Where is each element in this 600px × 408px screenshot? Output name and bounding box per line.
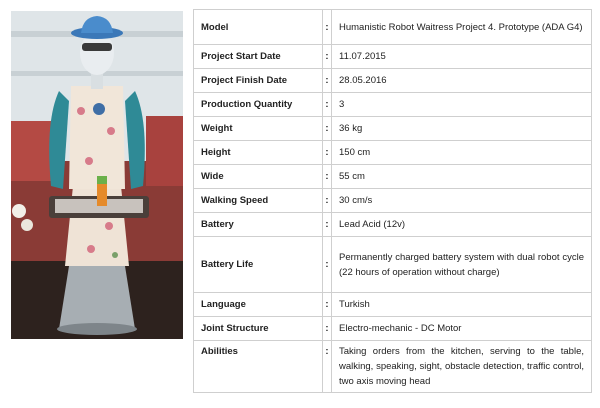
table-row xyxy=(194,93,592,117)
spec-label: Wide xyxy=(194,165,323,189)
spec-value: 55 cm xyxy=(332,165,592,189)
table-row xyxy=(194,45,592,69)
table-row xyxy=(194,165,592,189)
spec-value: Electro-mechanic - DC Motor xyxy=(332,317,592,341)
table-row xyxy=(194,117,592,141)
spec-label: Weight xyxy=(194,117,323,141)
spec-label: Battery Life xyxy=(194,237,323,293)
table-row xyxy=(194,293,592,317)
spec-label: Walking Speed xyxy=(194,189,323,213)
spec-value: 150 cm xyxy=(332,141,592,165)
table-row xyxy=(194,213,592,237)
separator: : xyxy=(323,293,332,317)
separator: : xyxy=(323,93,332,117)
spec-label: Language xyxy=(194,293,323,317)
separator: : xyxy=(323,45,332,69)
separator: : xyxy=(323,117,332,141)
spec-label: Project Start Date xyxy=(194,45,323,69)
separator: : xyxy=(323,10,332,45)
table-row xyxy=(194,341,592,393)
table-row xyxy=(194,69,592,93)
spec-label: Abilities xyxy=(194,341,323,393)
spec-value: 28.05.2016 xyxy=(332,69,592,93)
table-row xyxy=(194,237,592,293)
spec-label: Project Finish Date xyxy=(194,69,323,93)
spec-value: 30 cm/s xyxy=(332,189,592,213)
table-row xyxy=(194,189,592,213)
spec-label: Joint Structure xyxy=(194,317,323,341)
spec-value: Humanistic Robot Waitress Project 4. Prototype (ADA G4) xyxy=(332,10,592,45)
separator: : xyxy=(323,237,332,293)
specifications-table xyxy=(193,9,592,393)
spec-label: Height xyxy=(194,141,323,165)
separator: : xyxy=(323,341,332,393)
separator: : xyxy=(323,165,332,189)
separator: : xyxy=(323,189,332,213)
spec-value: 11.07.2015 xyxy=(332,45,592,69)
table-row xyxy=(194,10,592,45)
spec-value: 3 xyxy=(332,93,592,117)
separator: : xyxy=(323,141,332,165)
spec-label: Production Quantity xyxy=(194,93,323,117)
separator: : xyxy=(323,317,332,341)
table-row xyxy=(194,317,592,341)
spec-label: Battery xyxy=(194,213,323,237)
spec-value: Permanently charged battery system with dual robot cycle (22 hours of operation without charge) xyxy=(332,237,592,293)
spec-value: Turkish xyxy=(332,293,592,317)
robot-waitress-photo xyxy=(11,11,183,339)
spec-value: 36 kg xyxy=(332,117,592,141)
spec-value: Lead Acid (12v) xyxy=(332,213,592,237)
separator: : xyxy=(323,69,332,93)
robot-illustration xyxy=(11,11,183,339)
spec-label: Model xyxy=(194,10,323,45)
separator: : xyxy=(323,213,332,237)
table-row xyxy=(194,141,592,165)
spec-value: Taking orders from the kitchen, serving to the table, walking, speaking, sight, obstacle detection, traffic control, two axis moving head xyxy=(332,341,592,393)
